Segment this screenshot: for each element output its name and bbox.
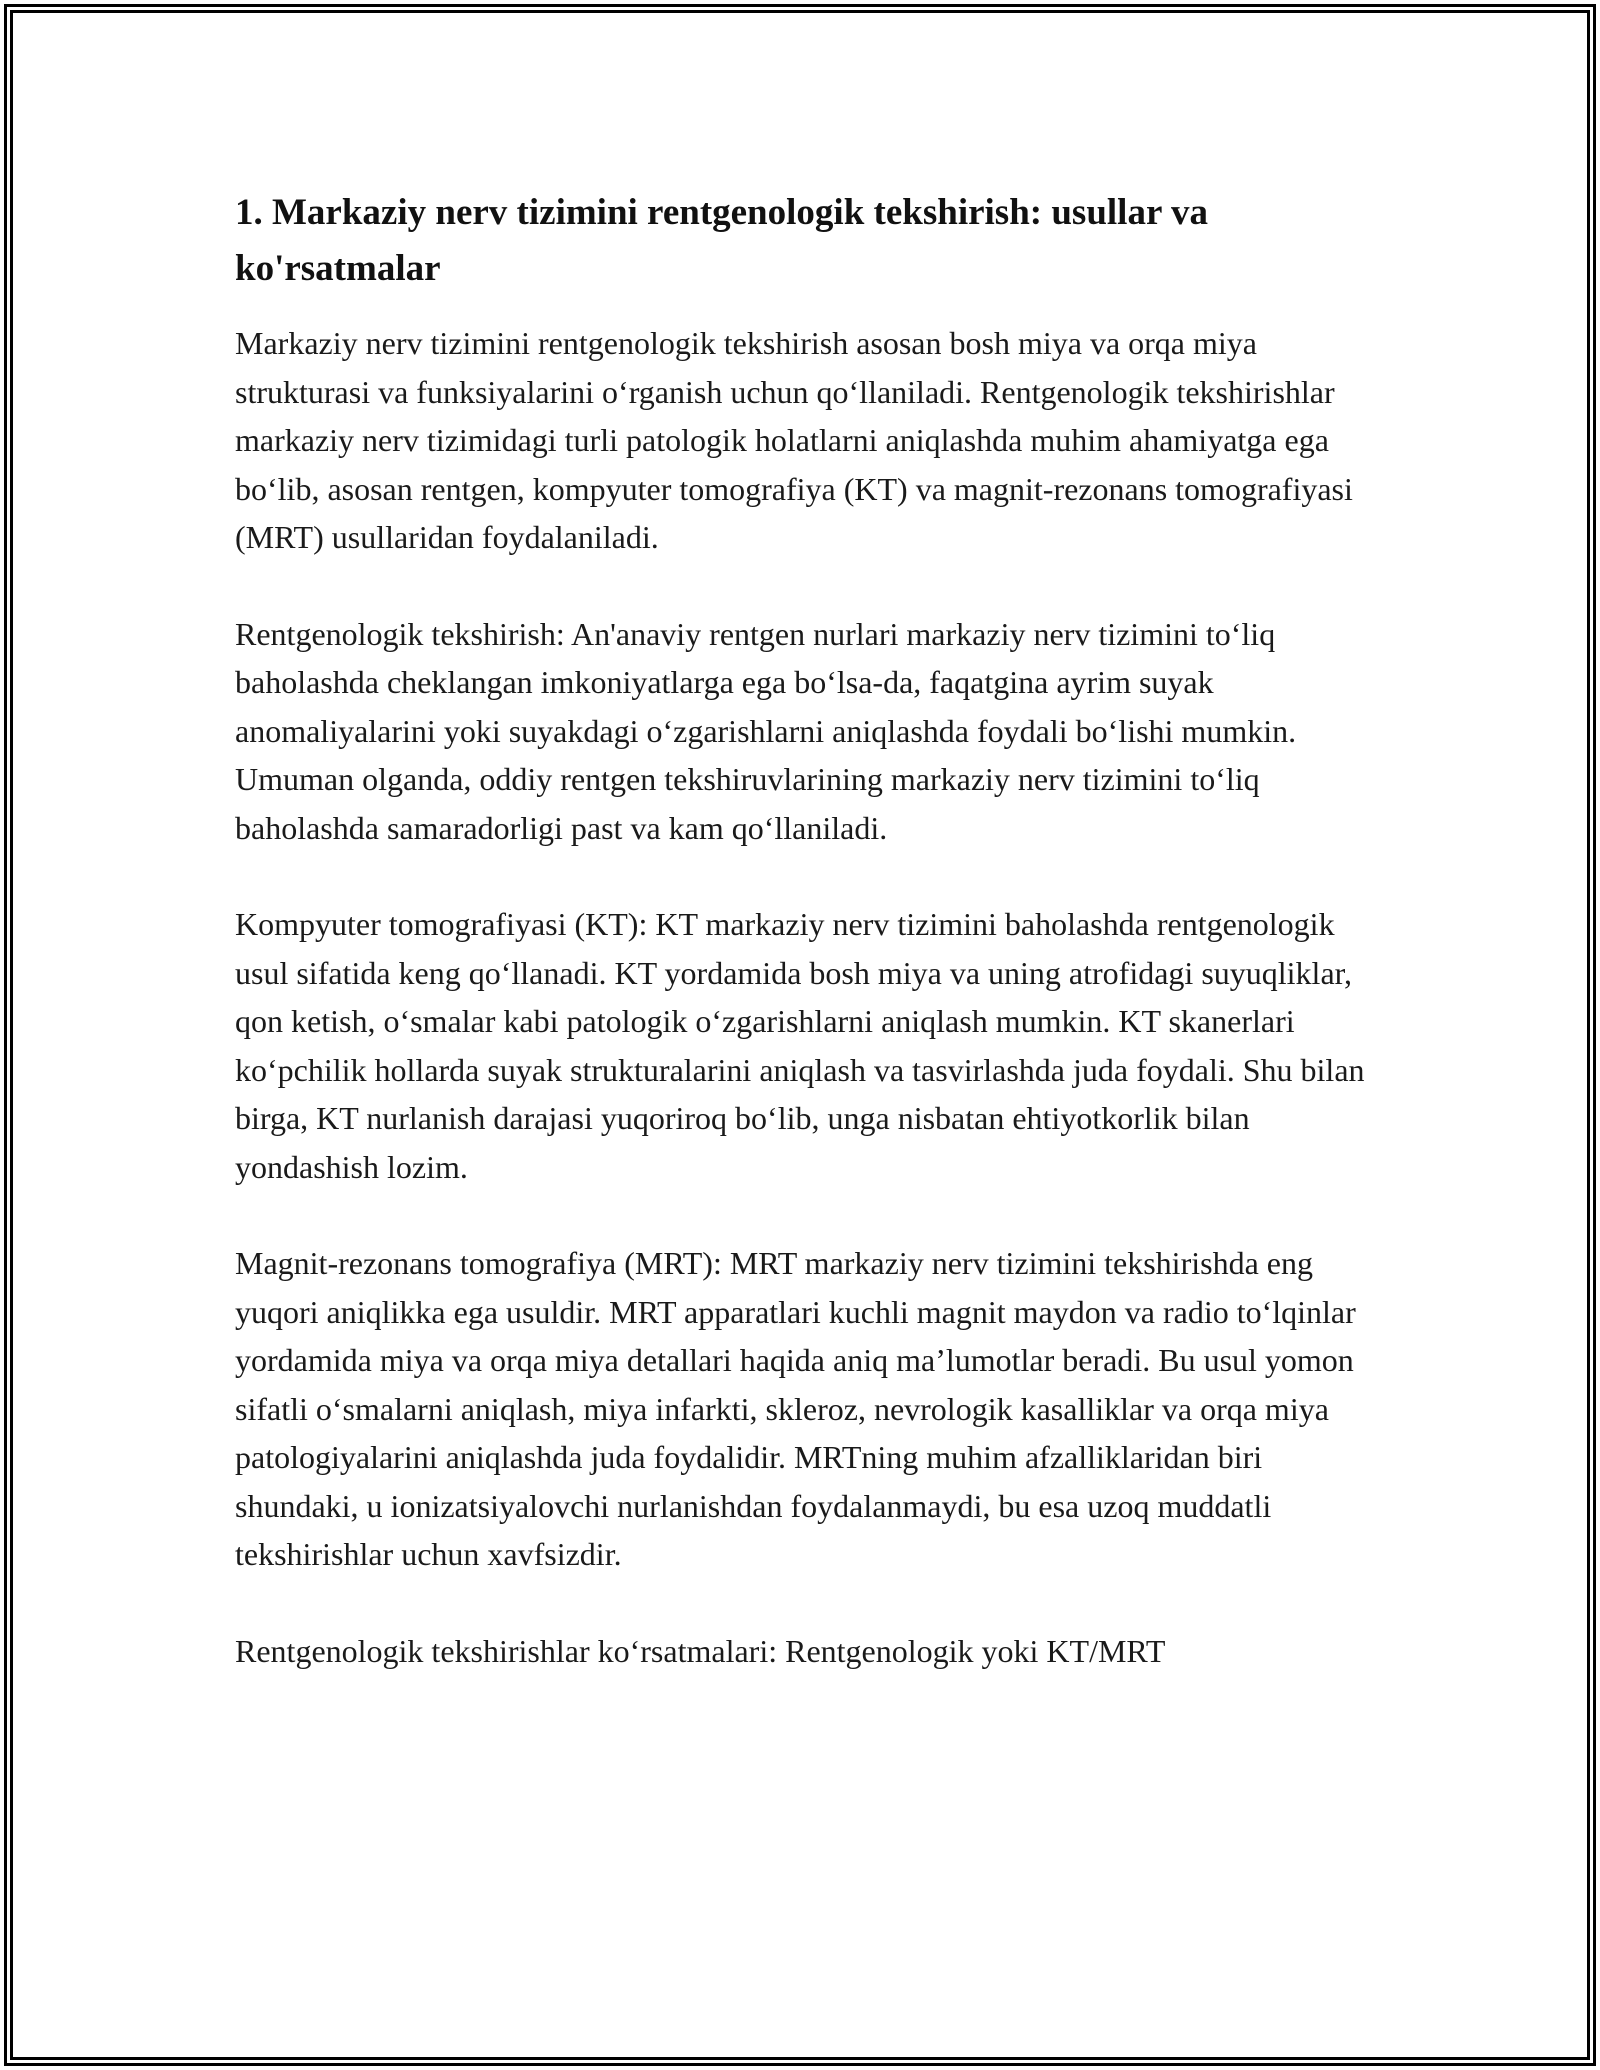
paragraph-indications: Rentgenologik tekshirishlar ko‘rsatmalari: Rentgenologik yoki KT/MRT (235, 1632, 1166, 1669)
section-heading: 1. Markaziy nerv tizimini rentgenologik tekshirish: usullar va ko'rsatmalar (235, 192, 1208, 289)
paragraph-ct: Kompyuter tomografiyasi (KT): KT markaziy nerv tizimini baholashda rentgenologik usul sifatida keng qo‘llanadi. KT yordamida bosh miya va uning atrofidagi suyuqliklar, qon ketish, o‘smalar kabi patologik o‘zgarishlarni aniqlash mumkin. KT skanerlari ko‘pchilik hollarda suyak strukturalarini aniqlash va tasvirlashda juda foydali. Shu bilan birga, KT nurlanish darajasi yuqoriroq bo‘lib, unga nisbatan ehtiyotkorlik bilan yondashish lozim. (235, 906, 1365, 1185)
paragraph-mri: Magnit-rezonans tomografiya (MRT): MRT markaziy nerv tizimini tekshirishda eng yuqori aniqlikka ega usuldir. MRT apparatlari kuchli magnit maydon va radio to‘lqinlar yordamida miya va orqa miya detallari haqida aniq ma’lumotlar beradi. Bu usul yomon sifatli o‘smalarni aniqlash, miya infarkti, skleroz, nevrologik kasalliklar va orqa miya patologiyalarini aniqlashda juda foydalidir. MRTning muhim afzalliklaridan biri shundaki, u ionizatsiyalovchi nurlanishdan foydalanmaydi, bu esa uzoq muddatli tekshirishlar uchun xavfsizdir. (235, 1245, 1356, 1572)
document-body (235, 185, 1365, 1723)
paragraph-xray: Rentgenologik tekshirish: An'anaviy rentgen nurlari markaziy nerv tizimini to‘liq baholashda cheklangan imkoniyatlarga ega bo‘lsa-da, faqatgina ayrim suyak anomaliyalarini yoki suyakdagi o‘zgarishlarni aniqlashda foydali bo‘lishi mumkin. Umuman olganda, oddiy rentgen tekshiruvlarining markaziy nerv tizimini to‘liq baholashda samaradorligi past va kam qo‘llaniladi. (235, 615, 1297, 846)
paragraph-intro: Markaziy nerv tizimini rentgenologik tekshirish asosan bosh miya va orqa miya strukturasi va funksiyalarini o‘rganish uchun qo‘llaniladi. Rentgenologik tekshirishlar markaziy nerv tizimidagi turli patologik holatlarni aniqlashda muhim ahamiyatga ega bo‘lib, asosan rentgen, kompyuter tomografiya (KT) va magnit-rezonans tomografiyasi (MRT) usullaridan foydalaniladi. (235, 325, 1353, 555)
